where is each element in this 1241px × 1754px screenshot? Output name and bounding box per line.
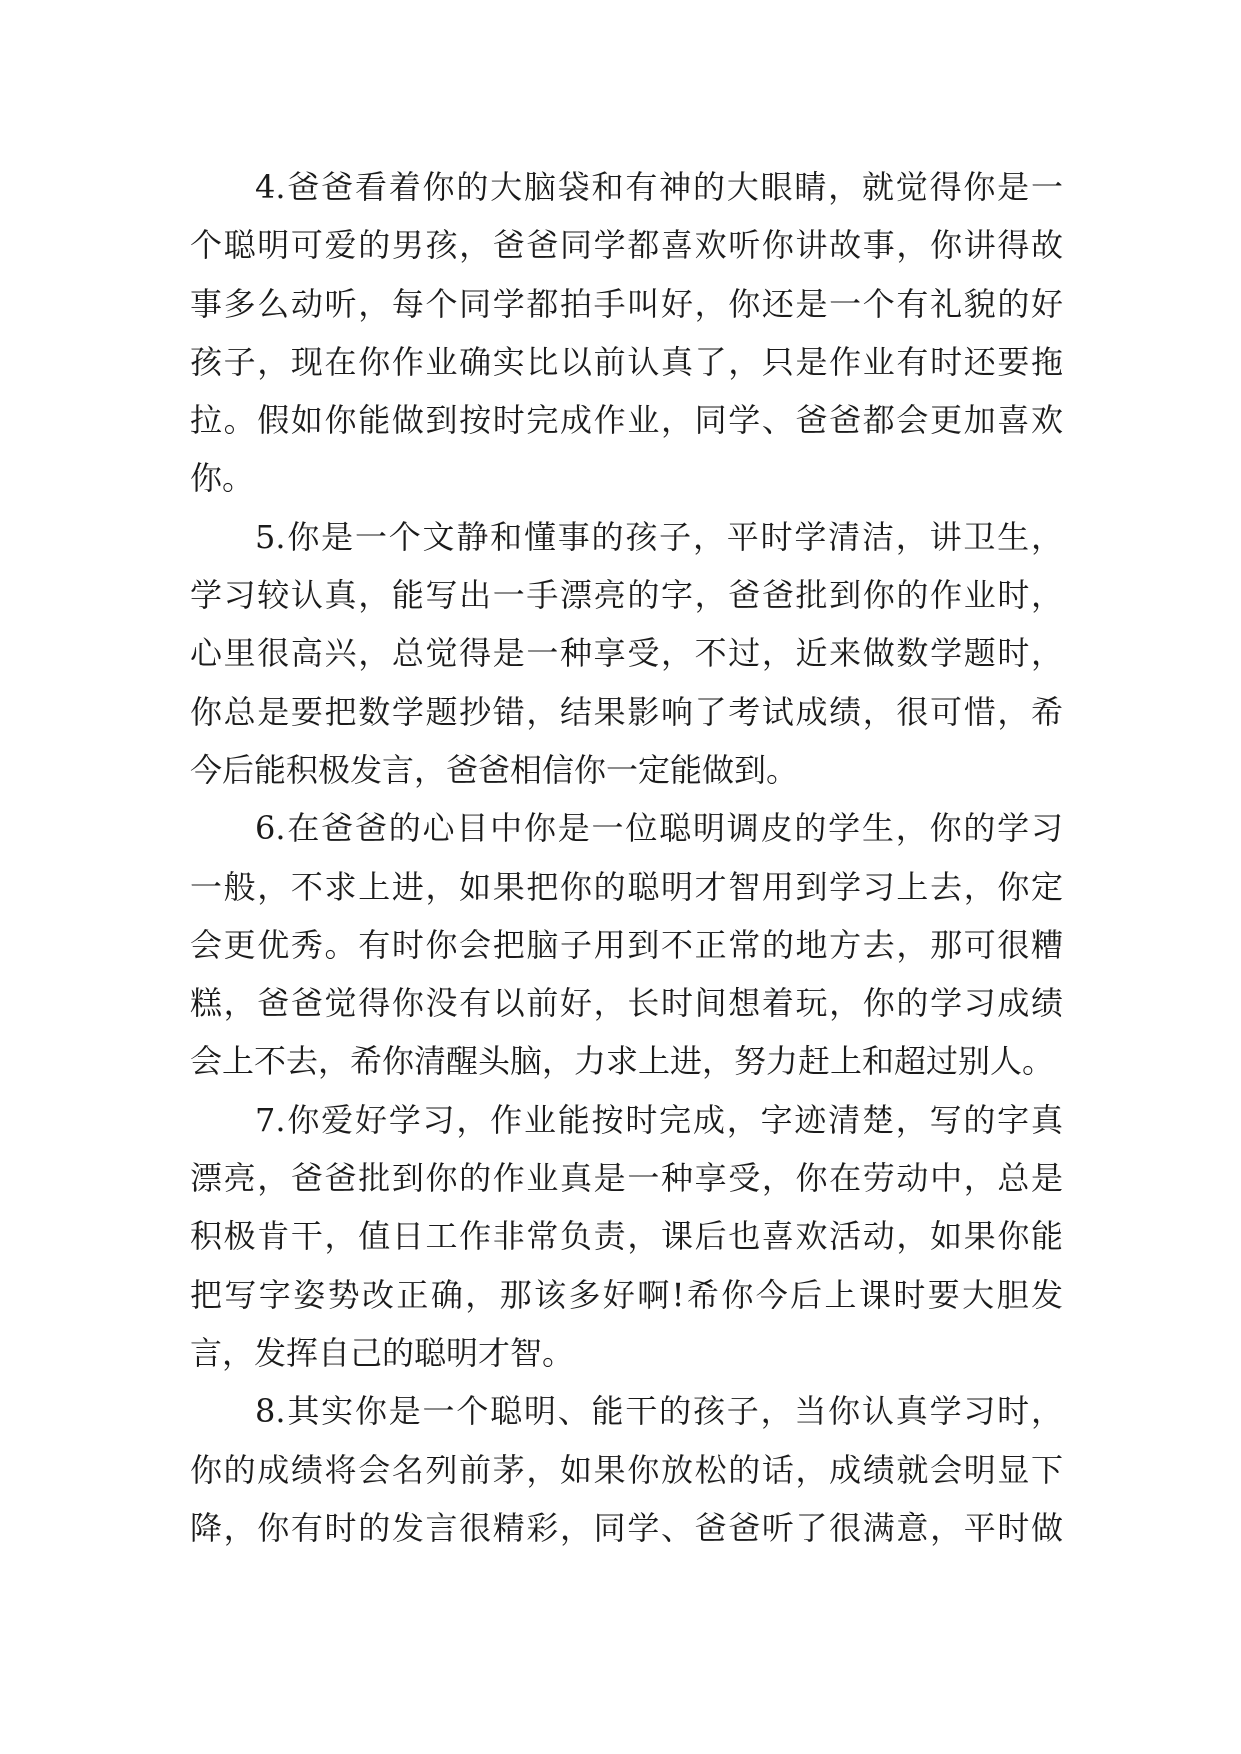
text-line: 7.你爱好学习，作业能按时完成，字迹清楚，写的字真 [255, 1100, 1063, 1139]
text-line: 8.其实你是一个聪明、能干的孩子，当你认真学习时， [255, 1392, 1063, 1431]
document-body [190, 158, 1063, 1557]
text-line: 会更优秀。有时你会把脑子用到不正常的地方去，那可很糟 [190, 925, 1063, 964]
text-line: 6.在爸爸的心目中你是一位聪明调皮的学生，你的学习 [255, 809, 1063, 848]
paragraph-5 [190, 508, 1063, 799]
text-line: 你的成绩将会名列前茅，如果你放松的话，成绩就会明显下 [190, 1450, 1063, 1489]
text-line: 心里很高兴，总觉得是一种享受，不过，近来做数学题时， [190, 634, 1063, 673]
text-line: 糕，爸爸觉得你没有以前好，长时间想着玩，你的学习成绩 [190, 984, 1063, 1023]
text-line: 你。 [190, 459, 255, 498]
text-line: 降，你有时的发言很精彩，同学、爸爸听了很满意，平时做 [190, 1508, 1063, 1547]
text-line: 言，发挥自己的聪明才智。 [190, 1333, 575, 1372]
text-line: 你总是要把数学题抄错，结果影响了考试成绩，很可惜，希 [190, 692, 1063, 731]
text-line: 会上不去，希你清醒头脑，力求上进，努力赶上和超过别人。 [190, 1042, 1055, 1081]
text-line: 学习较认真，能写出一手漂亮的字，爸爸批到你的作业时， [190, 576, 1063, 615]
text-line: 漂亮，爸爸批到你的作业真是一种享受，你在劳动中，总是 [190, 1159, 1063, 1198]
text-line: 拉。假如你能做到按时完成作业，同学、爸爸都会更加喜欢 [190, 401, 1063, 440]
paragraph-8 [190, 1382, 1063, 1557]
text-line: 5.你是一个文静和懂事的孩子，平时学清洁，讲卫生， [255, 517, 1063, 556]
text-line: 积极肯干，值日工作非常负责，课后也喜欢活动，如果你能 [190, 1217, 1063, 1256]
text-line: 事多么动听，每个同学都拍手叫好，你还是一个有礼貌的好 [190, 284, 1063, 323]
text-line: 孩子，现在你作业确实比以前认真了，只是作业有时还要拖 [190, 342, 1063, 381]
text-line: 一般，不求上进，如果把你的聪明才智用到学习上去，你定 [190, 867, 1063, 906]
text-line: 把写字姿势改正确，那该多好啊!希你今后上课时要大胆发 [190, 1275, 1063, 1314]
text-line: 个聪明可爱的男孩，爸爸同学都喜欢听你讲故事，你讲得故 [190, 226, 1063, 265]
text-line: 4.爸爸看着你的大脑袋和有神的大眼睛，就觉得你是一 [255, 168, 1063, 206]
text-line: 今后能积极发言，爸爸相信你一定能做到。 [190, 750, 799, 789]
paragraph-7 [190, 1091, 1063, 1382]
paragraph-6 [190, 799, 1063, 1090]
paragraph-4 [190, 158, 1063, 508]
